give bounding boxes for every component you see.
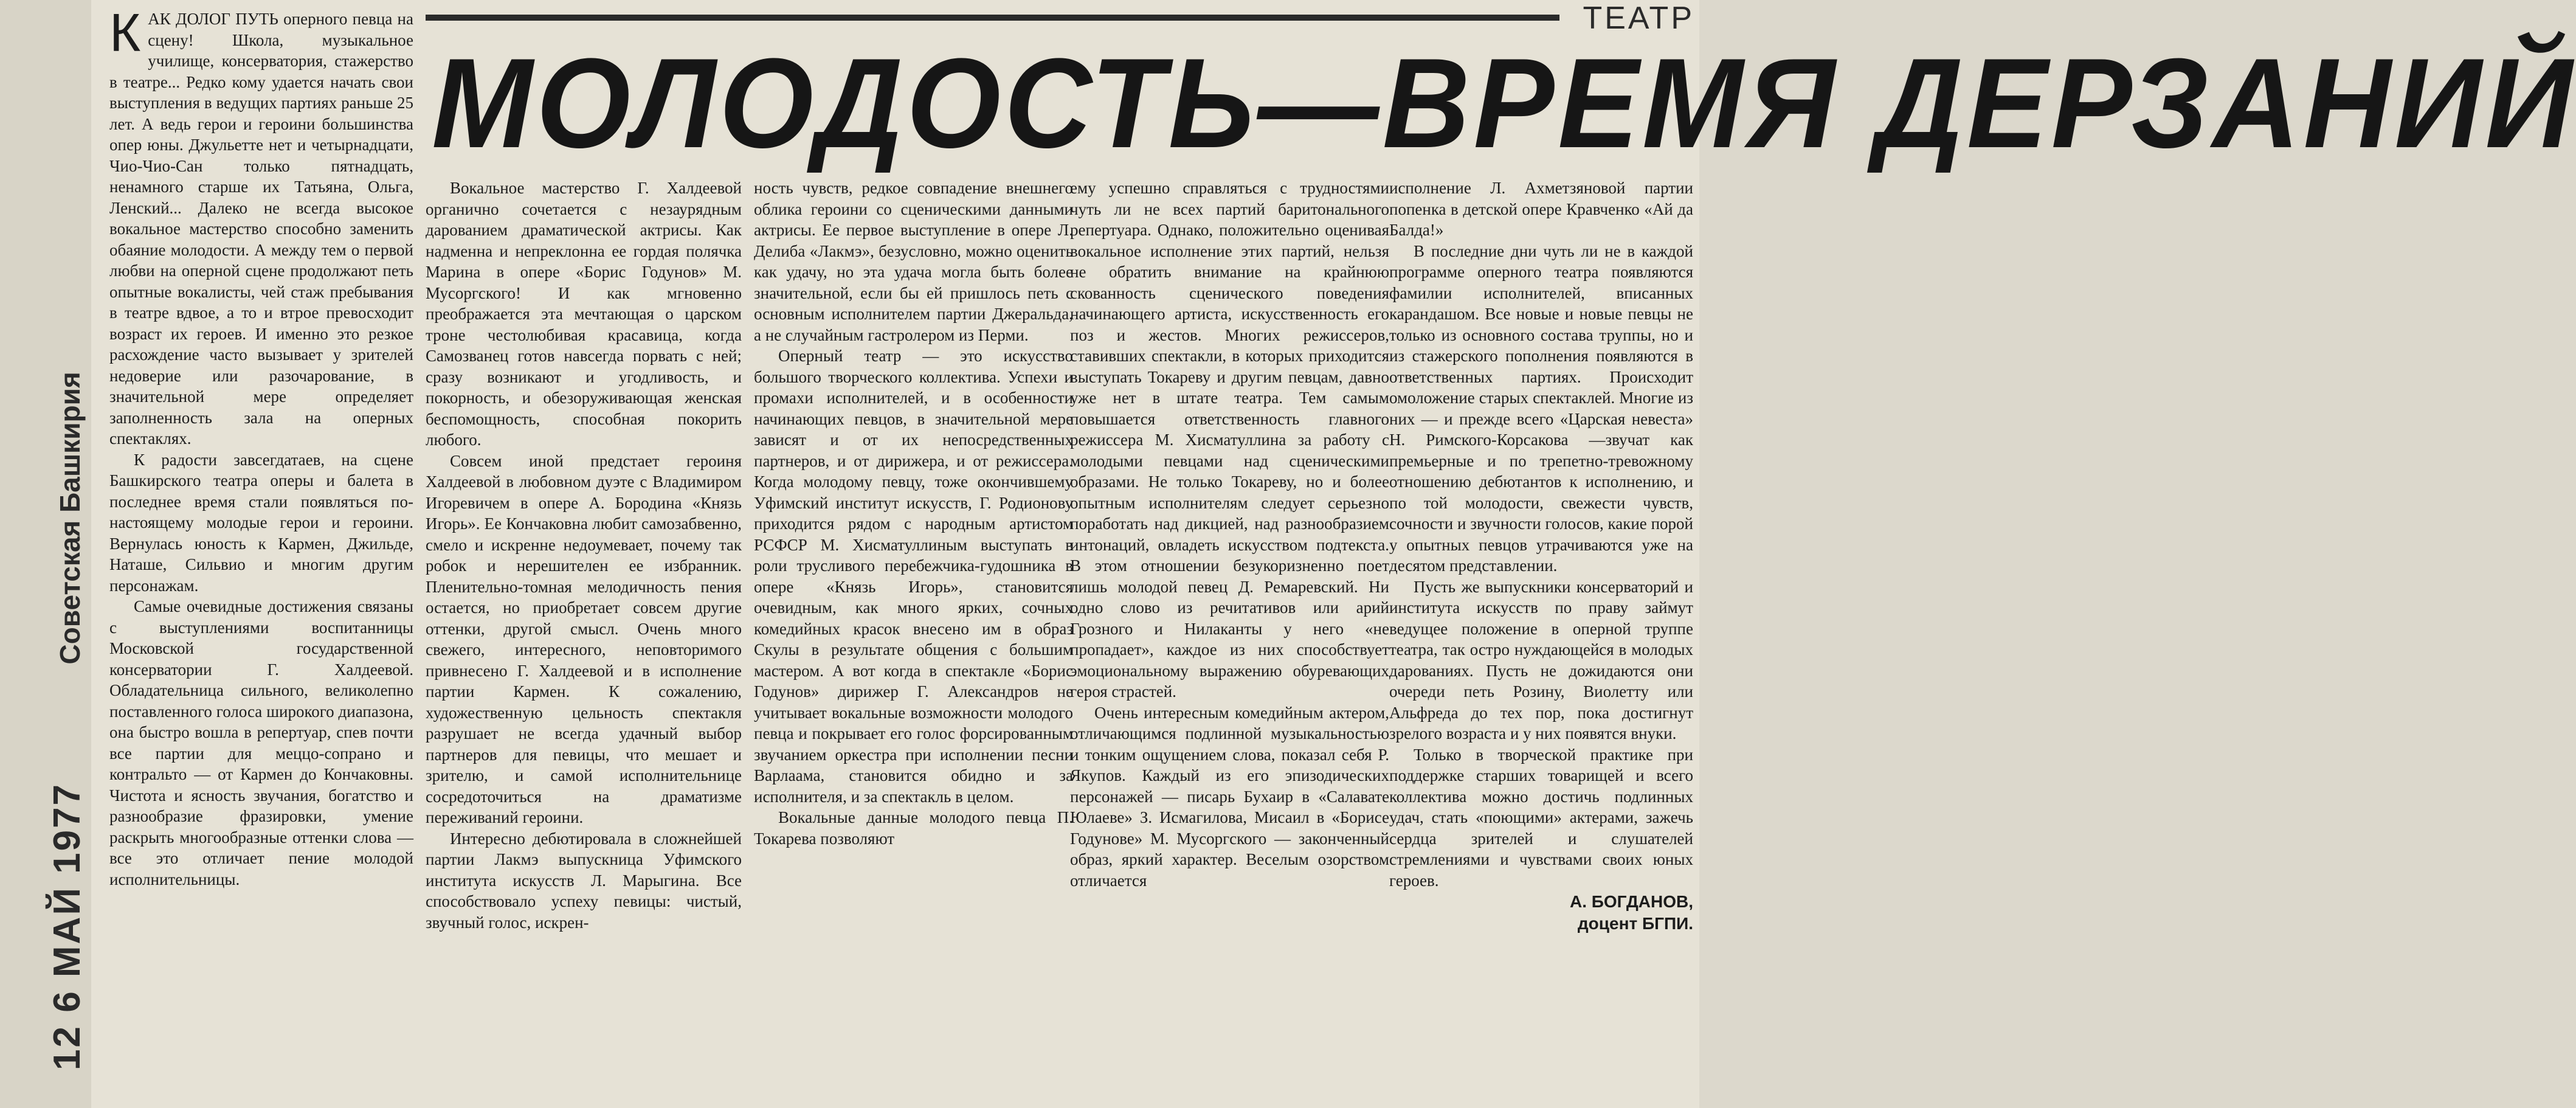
archive-stamp <box>0 0 91 1108</box>
paragraph: Интересно дебютировала в сложнейшей партии Лакмэ выпускница Уфимского института искусств Л. Марыгина. Все способствовало успеху певицы: чистый, звучный голос, искрен- <box>426 829 742 932</box>
drop-cap: К <box>109 2 141 63</box>
newspaper-clipping <box>91 0 2576 1108</box>
paragraph: Оперный театр — это искусство большого творческого коллектива. Успехи и промахи исполнителей, и в особенности начинающих певцов, в значительной мере зависят и от их непосредственных партнеров, и от дирижера, и от режиссера. Когда молодому певцу, тоже окончившему Уфимский институт искусств, Г. Родионову приходится рядом с народным артистом РСФСР М. Хисматуллиным выступать в роли трусливого перебежчика-гудошника в опере «Князь Игорь», становится очевидным, как много ярких, сочных комедийных красок внесено им в образ Скулы в результате общения с большим мастером. А вот когда в спектакле «Борис Годунов» дирижер Г. Александров не учитывает вокальные возможности молодого певца и покрывает его голос форсированным звучанием оркестра при исполнении песни Варлаама, становится обидно и за исполнителя, и за спектакль в целом. <box>754 347 1073 806</box>
paragraph: К радости завсегдатаев, на сцене Башкирского театра оперы и балета в последнее время стали появляться по-настоящему молодые герои и героини. Вернулась юность к Кармен, Джильде, Наташе, Сильвио и многим другим персонажам. <box>109 450 413 595</box>
column-5 <box>1389 178 1693 935</box>
stamp-text <box>46 291 89 1070</box>
lead-paragraph <box>109 2 413 449</box>
paragraph: Только в творческой практике при поддержке старших товарищей и всего коллектива можно достичь подлинных удач, стать «поющими» актерами, зажечь сердца зрителей и слушателей стремлениями и чувствами своих юных героев. <box>1389 745 1693 890</box>
paragraph: Самые очевидные достижения связаны с выступлениями воспитанницы Московской государственной консерватории Г. Халдеевой. Обладательница сильного, великолепно поставленного голоса широкого диапазона, она быстро вошла в репертуар, спев почти все партии для меццо-сопрано и контральто — от Кармен до Кончаковны. Чистота и ясность звучания, богатство и разнообразие фразировки, умение раскрыть многообразные оттенки слова — все это отличает пение молодой исполнительницы. <box>109 597 413 888</box>
section-label: ТЕАТР <box>1583 1 1694 36</box>
author-signature <box>1389 891 1693 935</box>
stamp-date: 12 6 МАЙ 1977 <box>46 782 88 1070</box>
column-1 <box>109 2 413 890</box>
paragraph: Вокальные данные молодого певца П. Токарева позволяют <box>754 808 1073 848</box>
paragraph: исполнение Л. Ахметзяновой партии попенка в детской опере Кравченко «Ай да Балда!» <box>1389 179 1693 239</box>
author-name: А. БОГДАНОВ, <box>1569 892 1693 911</box>
paragraph: ему успешно справляться с трудностями чуть ли не всех партий баритонального репертуара. Однако, положительно оценивая вокальное исполнение этих партий, нельзя не обратить внимание на крайнюю скованность сценического поведения начинающего артиста, искусственность его поз и жестов. Многих режиссеров, ставивших спектакли, в которых приходится выступать Токареву и другим певцам, давно уже нет в штате театра. Тем самым повышается ответственность главного режиссера М. Хисматуллина за работу с молодыми певцами над сценическими образами. Не только Токареву, но и более опытным исполнителям следует серьезно поработать над дикцией, над разнообразием интонаций, овладеть искусством подтекста. В этом отношении безукоризненно поет лишь молодой певец Д. Ремаревский. Ни одно слово из речитативов или арий Грозного и Нилаканты у него «не пропадает», каждое из них способствует эмоциональному выражению обуревающих героя страстей. <box>1070 179 1389 701</box>
column-4 <box>1070 178 1389 891</box>
article-headline: МОЛОДОСТЬ—ВРЕМЯ ДЕРЗАНИЙ <box>432 32 2576 175</box>
paragraph: Совсем иной предстает героиня Халдеевой в любовном дуэте с Владимиром Игоревичем в опере А. Бородина «Князь Игорь». Ее Кончаковна любит самозабвенно, смело и искренне недоумевает, почему так робок и нерешителен ее избранник. Пленительно-томная мелодичность пения остается, но приобретает совсем другие оттенки, другой смысл. Очень много свежего, интересного, неповторимого привнесено Г. Халдеевой и в исполнение партии Кармен. К сожалению, художественную цельность спектакля разрушает не всегда удачный выбор партнеров для певицы, что мешает и зрителю, и самой исполнительнице сосредоточиться на драматизме переживаний героини. <box>426 451 742 826</box>
author-title: доцент БГПИ. <box>1577 914 1693 933</box>
stamp-newspaper: Советская Башкирия <box>54 372 86 665</box>
paragraph: Вокальное мастерство Г. Халдеевой органично сочетается с незаурядным дарованием драматической актрисы. Как надменна и непреклонна ее гордая полячка Марина в опере «Борис Годунов» М. Мусоргского! И как мгновенно преображается эта мечтающая о царском троне честолюбивая красавица, когда Самозванец готов навсегда порвать с ней; сразу возникают и угодливость, и покорность, и обезоруживающая женская беспомощность, способная покорить любого. <box>426 179 742 449</box>
paragraph: Очень интересным комедийным актером, отличающимся подлинной музыкальностью и тонким ощущением слова, показал себя Р. Якупов. Каждый из его эпизодических персонажей — писарь Бухаир в «Салавате Юлаеве» З. Исмагилова, Мисаил в «Борисе Годунове» М. Мусоргского — законченный образ, яркий характер. Веселым озорством отличается <box>1070 703 1389 890</box>
column-3 <box>754 178 1073 849</box>
paragraph-text: АК ДОЛОГ ПУТЬ оперного певца на сцену! Школа, музыкальное училище, консерватория, стажерство в театре... Редко кому удается начать свои выступления в ведущих партиях раньше 25 лет. А ведь герои и героини большинства опер юны. Джульетте нет и четырнадцати, Чио-Чио-Сан только пятнадцать, ненамного старше их Татьяна, Ольга, Ленский... Далеко не всегда высокое вокальное мастерство способно заменить обаяние молодости. А между тем о первой любви на оперной сцене продолжают петь опытные вокалисты, чей стаж пребывания в театре вдвое, а то и втрое превосходит возраст их героев. И именно это резкое расхождение часто вызывает у зрителей недоверие или разочарование, в значительной мере определяет заполненность зала на оперных спектаклях. <box>109 10 413 448</box>
section-rule <box>426 15 1559 21</box>
column-2 <box>426 178 742 933</box>
paragraph: Пусть же выпускники консерваторий и института искусств по праву займут ведущее положение в оперной труппе театра, так остро нуждающейся в молодых дарованиях. Пусть не дожидаются они очереди петь Розину, Виолетту или Альфреда до тех пор, пока достигнут зрелого возраста и у них появятся внуки. <box>1389 577 1693 743</box>
paragraph: В последние дни чуть ли не в каждой программе оперного театра появляются фамилии исполнителей, вписанных карандашом. Все новые и новые певцы не только из основного состава труппы, но и из стажерского пополнения появляются в ответственных партиях. Происходит омоложение старых спектаклей. Многие из них — и прежде всего «Царская невеста» Н. Римского-Корсакова —звучат как премьерные и по трепетно-тревожному отношению дебютантов к исполнению, и по той молодости, свежести чувств, сочности и звучности голосов, какие порой у опытных певцов утрачиваются уже на десятом представлении. <box>1389 241 1693 575</box>
paragraph: ность чувств, редкое совпадение внешнего облика героини со сценическими данными актрисы. Ее первое выступление в опере Л. Делиба «Лакмэ», безусловно, можно оценить как удачу, но эта удача могла быть более значительной, если бы ей пришлось петь с основным исполнителем партии Джеральда, а не случайным гастролером из Перми. <box>754 179 1073 344</box>
